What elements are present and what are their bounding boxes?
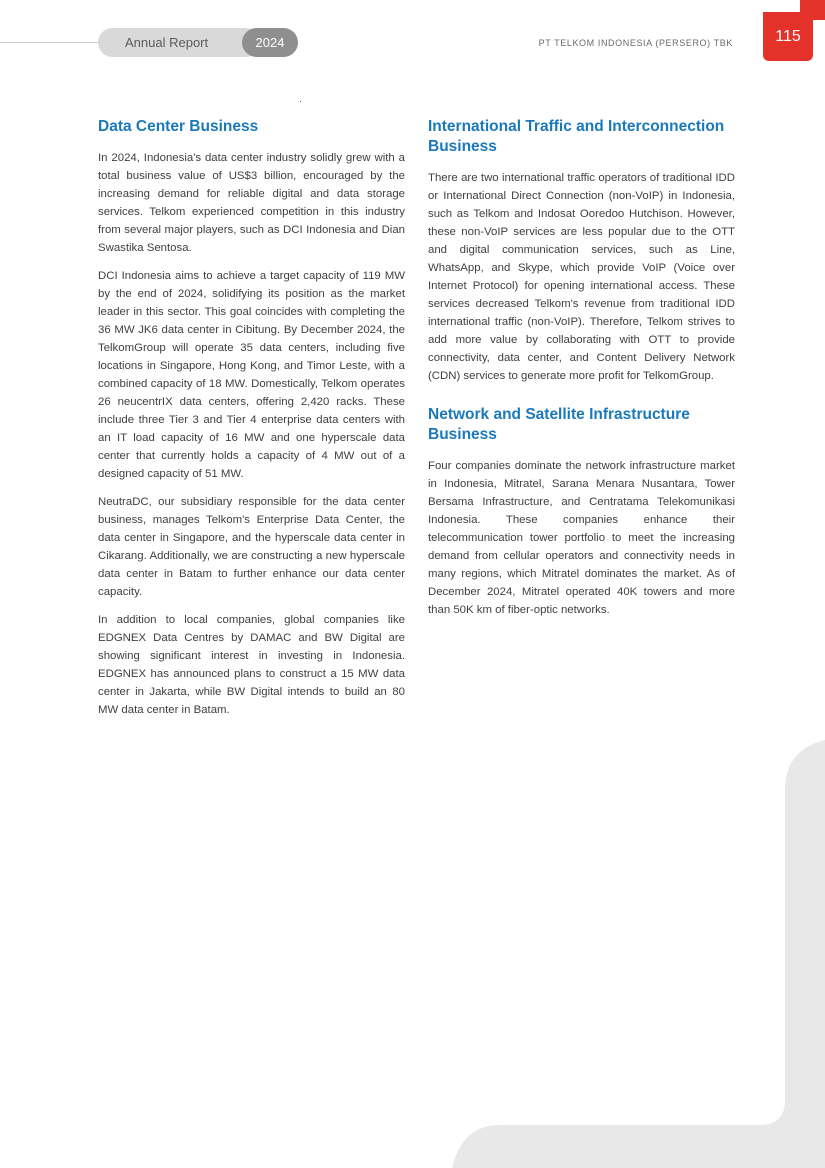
page-number: 115: [763, 12, 813, 61]
annual-report-label: Annual Report: [98, 28, 260, 57]
data-center-heading: Data Center Business: [98, 118, 259, 135]
international-traffic-heading: International Traffic and Interconnection Business: [428, 118, 725, 155]
paragraph: There are two international traffic operators of traditional IDD or International Direct Connection (non-VoIP) in Indonesia, such as Telkom and Indosat Ooredoo Hutchison. However, these non-VoIP services are less popular due to the OTT and digital communication services, such as Line, WhatsApp, and Skype, which provide VoIP (Voice over Internet Protocol) for opening international access. These services decreased Telkom's revenue from traditional IDD international traffic (non-VoIP). Therefore, Telkom strives to add more value by collaborating with OTT to provide connectivity, data center, and Content Delivery Network (CDN) services to generate more profit for TelkomGroup.: [428, 172, 735, 382]
stray-dot: [300, 101, 301, 102]
report-year-badge: 2024: [242, 28, 298, 57]
right-column: [428, 117, 735, 629]
company-name: PT TELKOM INDONESIA (PERSERO) TBK: [538, 38, 733, 48]
paragraph: In addition to local companies, global companies like EDGNEX Data Centres by DAMAC and BW Digital are showing significant interest in investing in Indonesia. EDGNEX has announced plans to construct a 15 MW data center in Jakarta, while BW Digital intends to build an 80 MW data center in Batam.: [98, 614, 405, 716]
left-column: [98, 117, 405, 729]
paragraph: In 2024, Indonesia's data center industry solidly grew with a total business value of US$3 billion, encouraged by the increasing demand for reliable digital and data storage services. Telkom experienced competition in this industry from several major players, such as DCI Indonesia and Dian Swastika Sentosa.: [98, 152, 405, 254]
paragraph: Four companies dominate the network infrastructure market in Indonesia, Mitratel, Sarana Menara Nusantara, Tower Bersama Infrastructure, and Centratama Telekomunikasi Indonesia. These companies enhance their telecommunication tower portfolio to meet the increasing demand from cellular operators and connectivity needs in many regions, which Mitratel dominates the market. As of December 2024, Mitratel operated 40K towers and more than 50K km of fiber-optic networks.: [428, 460, 735, 616]
paragraph: NeutraDC, our subsidiary responsible for the data center business, manages Telkom's Enterprise Data Center, the data center in Singapore, and the hyperscale data center in Cikarang. Additionally, we are constructing a new hyperscale data center in Batam to further enhance our data center capacity.: [98, 496, 405, 598]
paragraph: DCI Indonesia aims to achieve a target capacity of 119 MW by the end of 2024, solidifying its position as the market leader in this sector. This goal coincides with completing the 36 MW JK6 data center in Cibitung. By December 2024, the TelkomGroup will operate 35 data centers, including five locations in Singapore, Hong Kong, and Timor Leste, with a combined capacity of 18 MW. Domestically, Telkom operates 26 neucentrIX data centers, offering 2,420 racks. These include three Tier 3 and Tier 4 enterprise data centers with an IT load capacity of 16 MW and one hyperscale data center that currently holds a capacity of 4 MW out of a designed capacity of 51 MW.: [98, 270, 405, 480]
network-satellite-heading: Network and Satellite Infrastructure Business: [428, 406, 690, 443]
